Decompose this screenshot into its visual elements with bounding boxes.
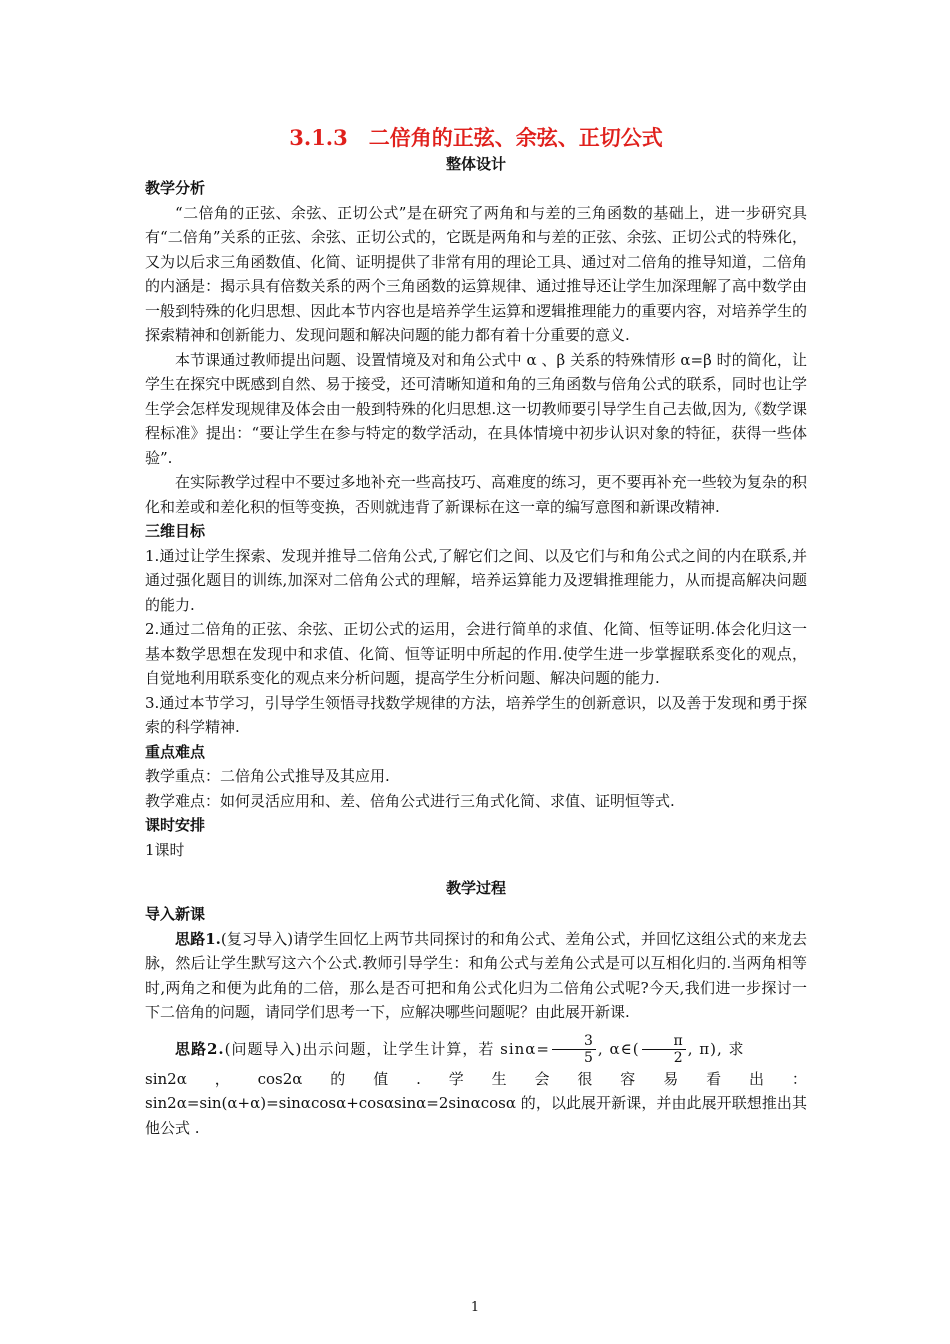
process-heading: 教学过程	[445, 879, 506, 897]
analysis-paragraph-3: 在实际教学过程中不要过多地补充一些高技巧、高难度的练习，更不要再补充一些较为复杂的积化和差或和差化积的恒等变换，否则就违背了新课标在这一章的编写意图和新课改精神.	[145, 473, 807, 516]
spread-token: 容	[620, 1069, 636, 1088]
intro-heading: 导入新课	[145, 905, 206, 923]
idea-2-pre: (问题导入)出示问题，让学生计算，若 sinα=	[224, 1039, 550, 1058]
teaching-focus: 教学重点：二倍角公式推导及其应用.	[145, 767, 390, 785]
spread-token: 出	[748, 1069, 764, 1088]
spread-token: 学	[448, 1069, 464, 1088]
idea-1-paragraph	[145, 927, 807, 1025]
fraction-pi-half	[642, 1033, 686, 1066]
formula-line: sin2α=sin(α+α)=sinαcosα+cosαsinα=2sinαcosα 的，以此展开新课，并由此展开联想推出其他公式 .	[145, 1094, 807, 1137]
page-title: 3.1.3 二倍角的正弦、余弦、正切公式	[289, 125, 663, 150]
page-number: 1	[470, 1300, 480, 1315]
spread-token: 值	[373, 1069, 389, 1088]
idea-2-mid: , α∈(	[597, 1039, 640, 1058]
spread-token: sin2α	[145, 1069, 187, 1088]
goals-heading: 三维目标	[145, 522, 206, 540]
page-content	[145, 124, 807, 1140]
idea-2-post: , π), 求	[687, 1039, 745, 1058]
spread-token: ：	[791, 1069, 807, 1088]
spread-token: 的	[330, 1069, 346, 1088]
spread-token: 易	[663, 1069, 679, 1088]
spread-token: 生	[491, 1069, 507, 1088]
teaching-difficulty: 教学难点：如何灵活应用和、差、倍角公式进行三角式化简、求值、证明恒等式.	[145, 791, 675, 810]
fraction-1-denominator: 5	[584, 1050, 594, 1066]
analysis-paragraph-1: “二倍角的正弦、余弦、正切公式”是在研究了两角和与差的三角函数的基础上，进一步研究具有“二倍角”关系的正弦、余弦、正切公式的，它既是两角和与差的正弦、余弦、正切公式的特殊化，又为以后求三角函数值、化简、证明提供了非常有用的理论工具、通过对二倍角的推导知道，二倍角的内涵是：揭示具有倍数关系的两个三角函数的运算规律、通过推导还让学生加深理解了高中数学由一般到特殊的化归思想、因此本节内容也是培养学生运算和逻辑推理能力的重要内容，对培养学生的探索精神和创新能力、发现问题和解决问题的能力都有着十分重要的意义.	[145, 203, 807, 344]
analysis-heading: 教学分析	[145, 179, 206, 197]
schedule-value: 1课时	[145, 840, 185, 859]
schedule-heading: 课时安排	[145, 816, 206, 834]
analysis-paragraph-2: 本节课通过教师提出问题、设置情境及对和角公式中 α 、β 关系的特殊情形 α=β 时的简化，让学生在探究中既感到自然、易于接受，还可清晰知道和角的三角函数与倍角公式的联系，同时也让学生学会怎样发现规律及体会由一般到特殊的化归思想.这一切教师要引导学生自己去做,因为,《数学课程标准》提出：“要让学生在参与特定的数学活动，在具体情境中初步认识对象的特征，获得一些体验”.	[145, 350, 807, 467]
idea-1-text: (复习导入)请学生回忆上两节共同探讨的和角公式、差角公式，并回忆这组公式的来龙去脉，然后让学生默写这六个公式.教师引导学生：和角公式与差角公式是可以互相化归的.当两角相等时,两角之和便为此角的二倍，那么是否可把和角公式化归为二倍角公式呢?今天,我们进一步探讨一下二倍角的问题，请同学们思考一下，应解决哪些问题呢？由此展开新课.	[145, 929, 807, 1021]
spread-token: .	[416, 1069, 421, 1088]
fraction-2-numerator: π	[642, 1033, 686, 1050]
idea-2-label: 思路2.	[175, 1039, 225, 1058]
goal-item-3: 3.通过本节学习，引导学生领悟寻找数学规律的方法，培养学生的创新意识，以及善于发现和勇于探索的科学精神.	[145, 693, 807, 736]
fraction-three-fifths	[552, 1033, 596, 1066]
spread-token: 看	[706, 1069, 722, 1088]
fraction-2-denominator: 2	[673, 1050, 684, 1066]
fraction-1-numerator: 3	[552, 1033, 596, 1050]
idea-2-paragraph	[145, 1031, 807, 1067]
spread-token: 会	[534, 1069, 550, 1088]
spread-token: 很	[577, 1069, 593, 1088]
idea-1-label: 思路1.	[175, 929, 221, 948]
idea-2-spread-line	[145, 1067, 807, 1092]
keypoints-heading: 重点难点	[145, 742, 206, 761]
design-heading: 整体设计	[445, 155, 506, 173]
spread-token: cos2α	[257, 1069, 303, 1088]
goal-item-2: 2.通过二倍角的正弦、余弦、正切公式的运用，会进行简单的求值、化简、恒等证明.体会化归这一基本数学思想在发现中和求值、化简、恒等证明中所起的作用.使学生进一步掌握联系变化的观点，自觉地利用联系变化的观点来分析问题，提高学生分析问题、解决问题的能力.	[145, 620, 807, 687]
goal-item-1: 1.通过让学生探索、发现并推导二倍角公式,了解它们之间、以及它们与和角公式之间的内在联系,并通过强化题目的训练,加深对二倍角公式的理解，培养运算能力及逻辑推理能力，从而提高解决问题的能力.	[145, 546, 807, 614]
spread-token: ，	[214, 1069, 230, 1088]
